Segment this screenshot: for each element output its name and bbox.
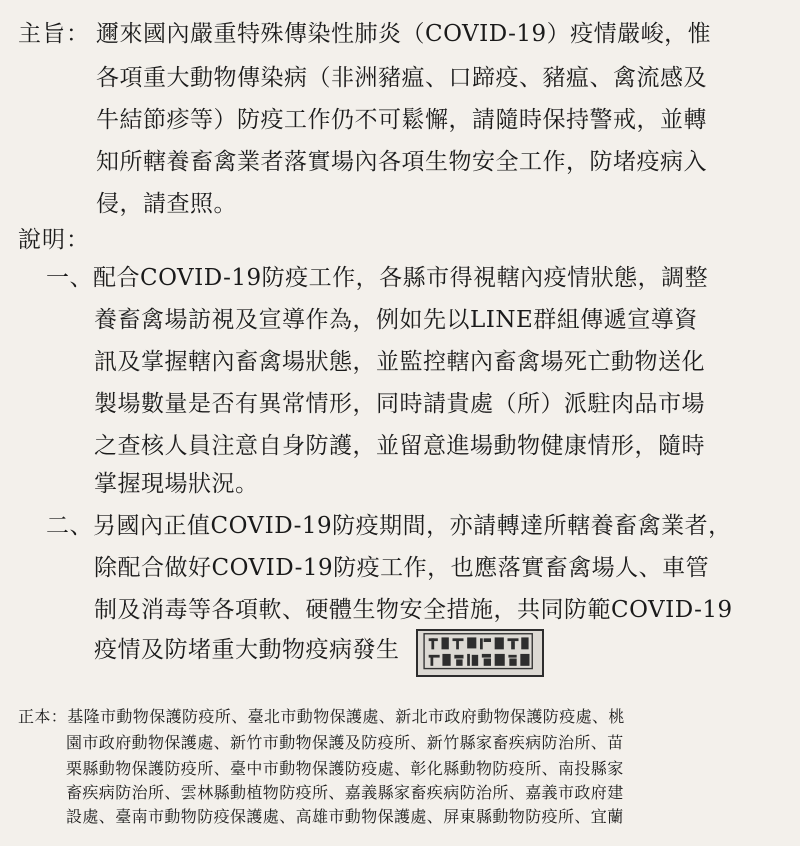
explanation-line: 之查核人員注意自身防護，並留意進場動物健康情形，隨時 bbox=[94, 433, 705, 459]
subject-line: 侵，請查照。 bbox=[96, 191, 237, 217]
subject-line: 知所轄養畜禽業者落實場內各項生物安全工作，防堵疫病入 bbox=[96, 149, 707, 175]
explanation-line: 除配合做好COVID-19防疫工作，也應落實畜禽場人、車管 bbox=[94, 555, 710, 581]
official-seal-stamp bbox=[416, 629, 544, 677]
subject-line: 邇來國內嚴重特殊傳染性肺炎（COVID-19）疫情嚴峻，惟 bbox=[96, 21, 712, 47]
explanation-line: 疫情及防堵重大動物疫病發生 bbox=[94, 637, 400, 663]
explanation-line: 二、另國內正值COVID-19防疫期間，亦請轉達所轄養畜禽業者， bbox=[46, 513, 732, 539]
explanation-line: 製場數量是否有異常情形，同時請貴處（所）派駐肉品市場 bbox=[94, 391, 705, 417]
recipients-line: 栗縣動物保護防疫所、臺中市動物保護防疫處、彰化縣動物防疫所、南投縣家 bbox=[66, 759, 624, 778]
explanation-line: 掌握現場狀況。 bbox=[94, 471, 259, 497]
explanation-line: 一、配合COVID-19防疫工作，各縣市得視轄內疫情狀態，調整 bbox=[46, 265, 709, 291]
subject-line: 牛結節疹等）防疫工作仍不可鬆懈，請隨時保持警戒，並轉 bbox=[96, 107, 707, 133]
explanation-line: 訊及掌握轄內畜禽場狀態，並監控轄內畜禽場死亡動物送化 bbox=[94, 349, 705, 375]
explanation-line: 養畜禽場訪視及宣導作為，例如先以LINE群組傳遞宣導資 bbox=[94, 307, 698, 333]
subject-label: 主旨： bbox=[18, 21, 90, 47]
subject-line: 各項重大動物傳染病（非洲豬瘟、口蹄疫、豬瘟、禽流感及 bbox=[96, 65, 707, 91]
seal-icon bbox=[418, 631, 542, 675]
recipients-line: 設處、臺南市動物防疫保護處、高雄市動物保護處、屏東縣動物防疫所、宜蘭 bbox=[66, 807, 624, 826]
explanation-label: 說明： bbox=[18, 227, 90, 253]
explanation-line: 制及消毒等各項軟、硬體生物安全措施，共同防範COVID-19 bbox=[94, 597, 733, 623]
recipients-line: 正本：基隆市動物保護防疫所、臺北市動物保護處、新北市政府動物保護防疫處、桃 bbox=[18, 707, 625, 726]
recipients-line: 畜疾病防治所、雲林縣動植物防疫所、嘉義縣家畜疾病防治所、嘉義市政府建 bbox=[66, 783, 624, 802]
recipients-line: 園市政府動物保護處、新竹市動物保護及防疫所、新竹縣家畜疾病防治所、苗 bbox=[66, 733, 624, 752]
